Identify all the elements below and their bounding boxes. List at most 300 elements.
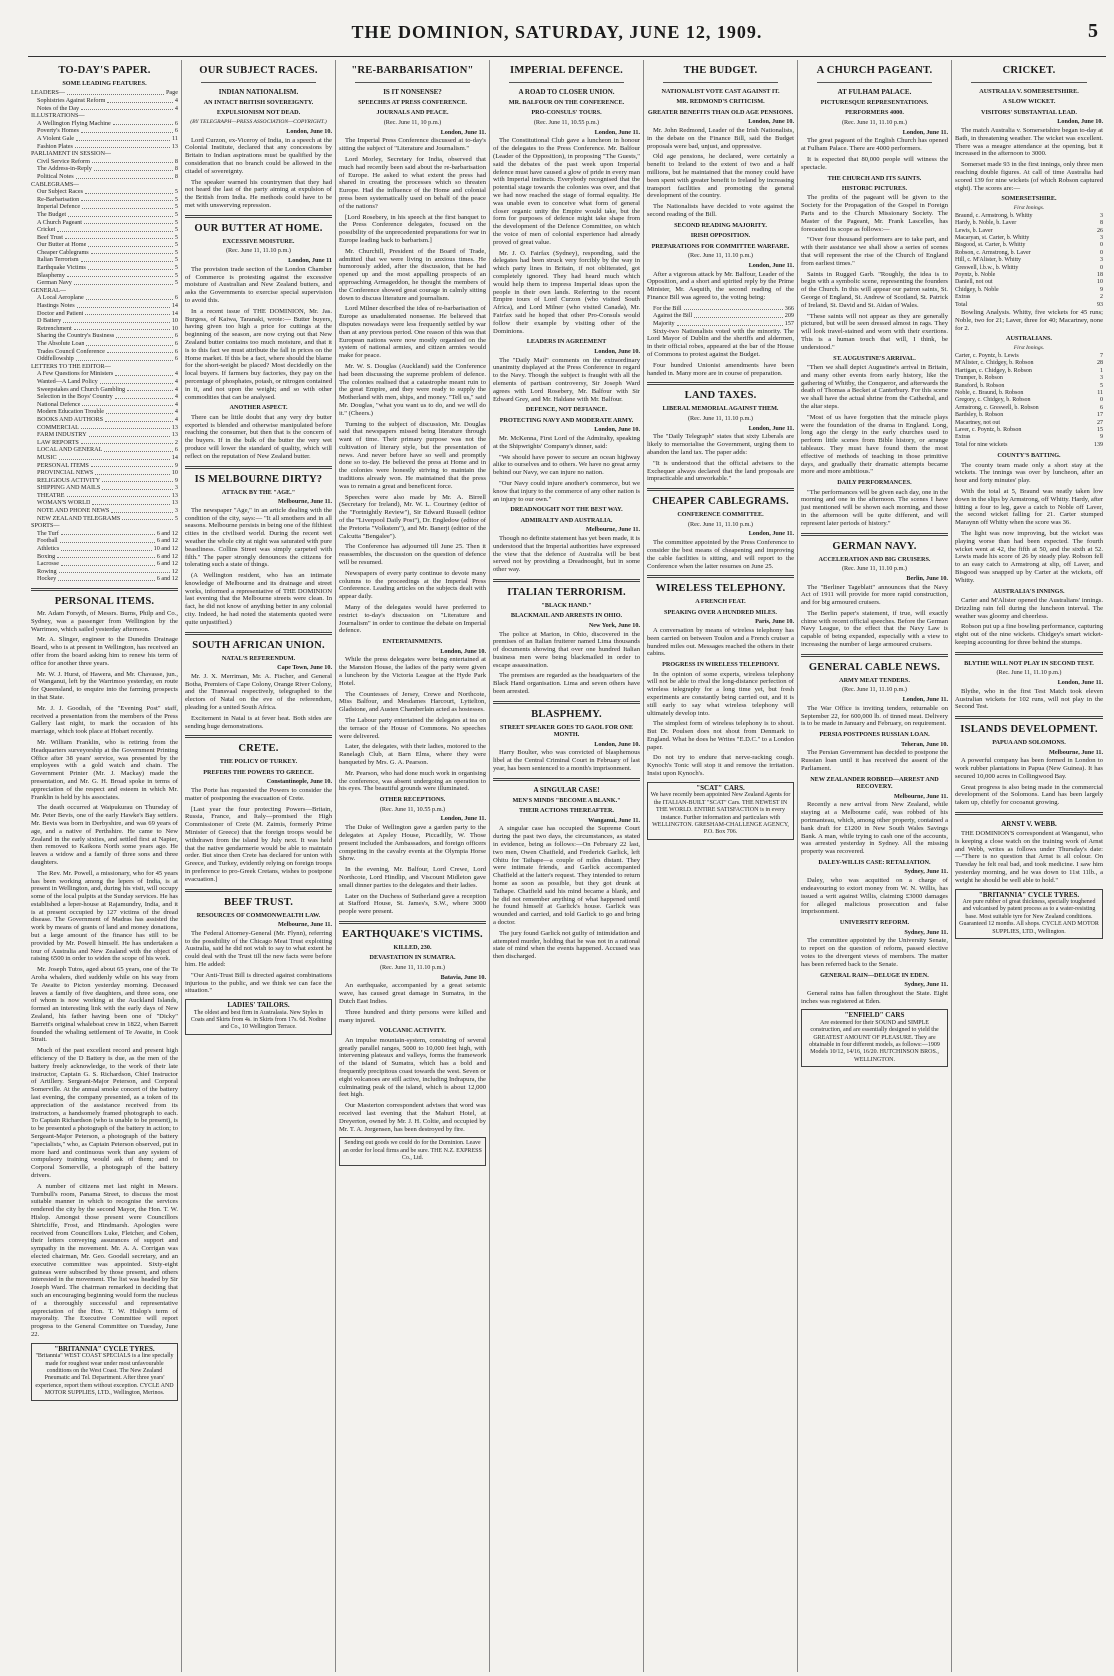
paragraph: The profits of the pageant will be given to the Society for the Propagation of the Gospel in Foreign Parts and to the Church Missionary Society. The Master of the Pageant, Mr. Frank Lascelles, has forecasted its scope as follows:—	[801, 194, 948, 233]
leader-dots	[89, 431, 170, 437]
index-item-value: 12	[171, 567, 178, 575]
subheading: ST. AUGUSTINE'S ARRIVAL.	[833, 354, 916, 362]
runs: 8	[1100, 220, 1103, 227]
leader-dots	[74, 279, 173, 285]
index-item	[31, 219, 178, 227]
advert-text: Sending out goods we could do for the Dominion. Leave an order for local firms and be sure. THE N.Z. EXPRESS Co., Ltd.	[343, 1140, 482, 1162]
article-body	[801, 705, 948, 728]
paragraph: Mr. Joseph Tutos, aged about 65 years, one of the Te Aroha whalers, died suddenly while on his way from Te Awaite to Picton yesterday morning. Deceased leaves a family of five daughters, and three sons, one of whom is now working at the Auckland Islands, formed an interesting link with the early days of New Zealand, his father having been one of "Dicky" Barrett's original whaleboat crew in 1822, when Barrett founded the whaling settlement of Te Awaite, in Cook Strait.	[31, 966, 178, 1044]
index-item-label: LAW REPORTS	[37, 438, 79, 446]
index-item-value: 5	[174, 248, 178, 256]
paragraph: A number of citizens met last night in Messrs. Turnbull's room, Panama Street, to discuss the most suitable manner in which to recognise the services rendered the city by the second Mayor, the Hon. T. W. Hislop. Amongst those present were Councillors Shirtcliffe, Frost, and Hindmarsh. Apologies were received from Councillors Luke, Fletcher, and Cohen, their letters conveying assurances of support and sympathy in the movement. Mr. A. A. Corrigan was elected chairman, Mr. Geo. Goodall secretary, and an executive committee was appointed. Sixty-eight guineas were subscribed by those present, and others interested in the movement. The list was headed by Sir Joseph Ward. The chairman remarked in deciding that such an encouraging beginning would form the nucleus of a thoroughly successful and representative appreciation of the Hon. T. W. Hislop's term of mayoralty. The Executive Committee will report progress to the General Committee on Tuesday, June 22.	[31, 1182, 178, 1338]
paragraph: In a recent issue of THE DOMINION, Mr. Jas. Burgess, of Kaiwa, Taranaki, wrote:— Butter buyers, having given too high a price for cuttings at the beginning of the season, are now crying out that New Zealand butter contains too much moisture, and that it is to this fact we must attribute the fall in prices on the Home market. If this be a fact, where should the blame for the short-weight be placed? Most decidedly on the local buyers. If farmers buy factories, they pay on the percentage of phosphates, potash, or nitrogen contained in it, and not upon the weight; and so with other commodities that can be analysed.	[185, 307, 332, 401]
dateline: Sydney, June 11.	[904, 928, 948, 936]
index-item-label: A Wellington Flying Machine	[37, 119, 111, 127]
leader-dots	[102, 477, 173, 483]
index-item-label: PROVINCIAL NEWS	[37, 469, 94, 477]
dateline: London, June 11.	[440, 815, 486, 823]
paragraph: A singular case has occupied the Supreme Court during the past two days, the circumstances, as stated in evidence, being as follows:—On February 22 last, two men, Owen Chatfield, and Frederick Garlick, left Ohitu for Taihape—a couple of miles distant. They were intimate friends, and Garlick accompanied Chatfield at the latter's request. They intended to return home as soon as possible, but they got drunk at Taihape. Chatfield said his mind became a blank, and he did not remember anything of what happened until he found himself at Garlick's house. Garlick was wounded and carried, and told Garlick to go and bring a doctor.	[493, 825, 640, 927]
divider	[185, 632, 332, 635]
leader-dots	[694, 312, 783, 318]
score-row	[955, 442, 1103, 449]
paragraph: Mr. McKenna, First Lord of the Admiralty, speaking at the Shipwrights' Company's dinner, said:	[493, 434, 640, 450]
runs: 0	[1100, 242, 1103, 249]
subject-races-heading: OUR SUBJECT RACES.	[199, 65, 318, 76]
subheading: PRO-CONSULS' TOURS.	[531, 109, 602, 117]
paragraph: Lord Milner described the idea of re-barbarisation of Europe as unadulterated nonsense. He believed that disputes nowadays were less frequently settled by war than at any previous period. One reason of this was that European nations were now mostly organised on the system of national armies, and citizen armies would make for peace.	[339, 305, 486, 360]
paragraph: [Last year the four protecting Powers—Britain, Russia, France, and Italy—promised the High Commissioner of Crete (M. Zaimis, formerly Prime Minister of Greece) that the foreign troops would be withdrawn from the island by July next. It was held that the native gendarmerie would be able to maintain order. But since then Crete has declared for union with Greece, and Turkey, evidently relying on foreign troops in preference to pro-Greek Cretans, wishes to postpone evacuation.]	[185, 805, 332, 883]
leader-dots	[68, 211, 173, 217]
leader-dots	[91, 249, 173, 255]
index-item	[31, 522, 178, 530]
batsman: Hartigan, c. Chidgey, b. Robson	[955, 367, 1032, 374]
article-body	[801, 194, 948, 351]
index-item	[31, 363, 178, 371]
runs: 26	[1097, 227, 1103, 234]
index-item-value: 10	[171, 324, 178, 332]
divider	[185, 466, 332, 469]
masthead	[0, 0, 1114, 58]
index-item-label: Oddfellowship	[37, 355, 74, 363]
paragraph: The "Daily Mail" comments on the extraordinary unanimity displayed at the Press Conference in regard to the Navy. Though the subject is fraught with all the elements of partisan controversy, Sir Joseph Ward agrees with Lord Rosebery, Mr. Balfour with Sir Edward Grey, and Mr. Haldane with Mr. Balfour.	[493, 356, 640, 403]
leader-dots	[76, 355, 173, 361]
index-item	[31, 424, 178, 432]
index-item-label: The Absolute Loan	[37, 340, 85, 347]
paragraph: "Our Anti-Trust Bill is directed against combinations injurious to the public, and we think we can face the situation."	[185, 971, 332, 995]
paragraph: Mr. Adam Forsyth, of Messrs. Burns, Philp and Co., Sydney, was a passenger from Wellington by the Warrimoo, which sailed yesterday afternoon.	[31, 610, 178, 633]
index-item-value: 2	[174, 438, 178, 446]
divider	[339, 921, 486, 924]
index-item-label: PARLIAMENT IN SESSION—	[31, 150, 112, 158]
advert-title: "ENFIELD" CARS	[844, 1011, 905, 1020]
wireless-telephony-heading: WIRELESS TELEPHONY.	[655, 583, 786, 595]
article-body	[493, 535, 640, 574]
index-item-value: 5	[174, 233, 178, 241]
paragraph: "It is understood that the official advisers to the Exchequer always declared that the land proposals are impracticable and unworkable."	[647, 459, 794, 483]
index-item-value: 10 and 12	[153, 545, 178, 553]
divider	[955, 812, 1103, 815]
article-body	[647, 127, 794, 219]
runs: 2	[1100, 294, 1103, 301]
paragraph: Though no definite statement has yet been made, it is understood that the Imperial authorities have expressed the view that the defence of Australia will be best served not by providing a Dreadnought, but in some other way.	[493, 534, 640, 574]
index-item-value: 6	[174, 446, 178, 454]
index-item-label: Sophistries Against Reform	[37, 97, 106, 104]
leader-dots	[76, 173, 173, 179]
newspaper-columns	[28, 60, 1106, 1672]
article-body	[185, 673, 332, 731]
leader-dots	[85, 310, 169, 316]
index-item	[31, 143, 178, 151]
subheading: SPEECHES AT PRESS CONFERENCE.	[358, 99, 467, 106]
advert-text: The oldest and best firm in Australasia. New Styles in Coats and Skirts from 4s. in Skirts from 17s. 6d. Nodine and Co., 10 Wellington Terrace.	[190, 1009, 327, 1031]
paragraph: The Berlin paper's statement, if true, will exactly chime with recent official speeches. Before the German Navy League, to the effect that the Navy Law is capable of being expanded, especially with a view to increasing the number of large armoured cruisers.	[801, 609, 948, 649]
index-item-label: Cheaper Cablegrams	[37, 248, 89, 256]
article-body	[493, 631, 640, 696]
leader-dots	[81, 256, 173, 262]
paragraph: "Our Navy could injure another's commerce, but we know that injury to the commerce of any other nation is an injury to our own."	[493, 479, 640, 503]
paragraph: Four hundred Unionist amendments have been handed in. Many more are in course of preparation.	[647, 361, 794, 377]
divider	[801, 533, 948, 536]
paragraph: There can be little doubt that any very dry butter exported is blended and otherwise manipulated before reaching the consumer, but then that is the concern of the buyers. If in the bulk of the butter the very wet produce will lower the standard of quality, which will reflect on the reputation of New Zealand butter.	[185, 413, 332, 460]
subheading: INDIAN NATIONALISM.	[218, 88, 299, 96]
australians-scorecard	[955, 353, 1103, 449]
leader-dots	[67, 272, 173, 278]
index-item-label: Earthquake Victims	[37, 264, 86, 272]
index-item	[31, 203, 178, 211]
subheading: STREET SPEAKER GOES TO GAOL FOR ONE MONTH.	[499, 723, 634, 739]
index-item-value: 6	[174, 340, 178, 347]
paragraph: Mr. W. J. Hurst, of Hawera, and Mr. Chavasse, jun., of Wanganui, left by the Warrimoo yesterday, en route for Queensland, to enquire into the farming prospects in that State.	[31, 670, 178, 701]
received-line: (Rec. June 11, 11.10 p.m.)	[379, 963, 445, 971]
budget-heading: THE BUDGET.	[683, 65, 758, 76]
score-row	[955, 383, 1103, 390]
batsman: M'Alister, c. Chidgey, b. Robson	[955, 360, 1034, 367]
index-item-label: Sharing the Country's Business	[37, 332, 115, 340]
newspaper-title: THE DOMINION, SATURDAY, JUNE 12, 1909.	[351, 22, 763, 42]
index-item	[31, 89, 178, 97]
divider	[201, 82, 316, 83]
index-item-value: 6	[174, 294, 178, 302]
divider	[185, 735, 332, 738]
leader-dots	[115, 370, 173, 376]
score-row	[955, 250, 1103, 257]
dateline: Melbourne, June 11.	[894, 792, 948, 800]
paragraph: The provision trade section of the London Chamber of Commerce is protesting against the excessive moisture of Australian and New Zealand butters, and asks the Governments to exercise special supervision to avoid this.	[185, 265, 332, 304]
paragraph: The county team made only a short stay at the wickets. The innings was over by luncheon, after an hour and forty minutes' play.	[955, 461, 1103, 485]
index-item	[31, 120, 178, 128]
leader-dots	[81, 127, 173, 133]
received-line: (Rec. June 11, 10.55 p.m.)	[533, 118, 600, 126]
divider	[509, 82, 624, 83]
score-row	[955, 427, 1103, 434]
paragraph: The match Australia v. Somersetshire began to-day at Bath, in threatening weather. The wicket was excellent. There was a meagre attendance at the opening, but it increased in the afternoon to 3000.	[955, 127, 1103, 158]
rebarbarisation-heading: "RE-BARBARISATION"	[351, 65, 474, 76]
column-7	[952, 60, 1106, 1672]
runs: 1	[1100, 367, 1103, 374]
received-line: (Rec. June 11, 10.55 p.m.)	[379, 805, 446, 813]
paragraph: Mr. A. Slinger, engineer to the Dunedin Drainage Board, who is at present in Wellington, has received an offer from the board asking him to renew his term of office for another three years.	[31, 636, 178, 667]
subheading: DREADNOUGHT NOT THE BEST WAY.	[510, 506, 623, 514]
divider	[955, 716, 1103, 719]
article-body	[493, 825, 640, 961]
subheading: PICTURESQUE REPRESENTATIONS.	[820, 99, 929, 106]
leader-dots	[67, 492, 170, 498]
article-body	[493, 137, 640, 335]
divider	[801, 654, 948, 657]
paragraph: Excitement in Natal is at fever heat. Both sides are sending huge demonstrations.	[185, 714, 332, 730]
todays-paper-heading: TO-DAY'S PAPER.	[58, 65, 151, 76]
divider	[493, 579, 640, 582]
index-item-value: 13	[171, 491, 178, 499]
paragraph: Sixty-two Nationalists voted with the minority. The Lord Mayor of Dublin and the sheriffs and aldermen, in their official robes, appeared at the bar of the House of Commons to protest against the Budget.	[647, 327, 794, 358]
vote-row-label: Majority	[653, 319, 675, 327]
leader-dots	[81, 196, 173, 202]
index-item-label: Selection in the Boys' Country	[37, 393, 113, 401]
index-item-label: CABLEGRAMS—	[31, 180, 80, 188]
leader-dots	[127, 386, 173, 392]
index-item	[31, 386, 178, 394]
dateline: Cape Town, June 10.	[277, 664, 332, 672]
leader-dots	[91, 462, 173, 468]
advert-title: "BRITANNIA" CYCLE TYRES.	[978, 890, 1080, 899]
runs: 11	[1097, 389, 1103, 396]
paragraph: "Then we shall depict Augustine's arrival in Britain, and many other events from early history, like the gathering of Whitby, the Conqueror, and afterwards the death of Thomas a Becket at Canterbury. For this scene we shall have the actual shrine from the Cathedral, and the altar steps.	[801, 363, 948, 410]
index-item-value: 6	[174, 127, 178, 135]
index-item	[31, 241, 178, 249]
score-row	[955, 405, 1103, 412]
index-item	[31, 545, 178, 553]
cricket-heading: CRICKET.	[1002, 65, 1056, 76]
index-item-value: 6 and 12	[156, 537, 178, 545]
paragraph: The Rev. Mr. Powell, a missionary, who for 45 years has been working among the lepers of India, is at present in Wellington, and, during his visit, will occupy some of the local pulpits at the Sunday services. He has established a leper-house at Rajamundry, India, and it is at present occupied by 127 victims of the dread disease. The Government of Madras has assisted the work by means of grants of land and money donations, but a large amount of the finance has still to be provided by Mr. Powell himself. He has undertaken a tour of Australia and New Zealand with the object of raising 6500 in order to widen the scope of his work.	[31, 869, 178, 963]
article-body	[801, 584, 948, 649]
index-item	[31, 158, 178, 166]
runs: 6	[1100, 404, 1103, 411]
paragraph: The death occurred at Waipukurau on Thursday of Mr. Peter Bevis, one of the early Hawke's Bay settlers. Mr. Bevis was born in Derbyshire, and was 69 years of age, and a native of Perthshire. He came to New Zealand in the early sixties, and settled first at Napier, then removed to Kaikora North some years ago. He leaves a widow and a family of three sons and three daughters.	[31, 804, 178, 866]
subheading: ADMIRALTY AND AUSTRALIA.	[520, 516, 613, 524]
batsman: Extras	[955, 434, 971, 441]
paragraph: Much of the past excellent record and present high efficiency of the D Battery is due, as the men of the battery freely acknowledge, to the work of their late instructor, Captain G. S. Richardson, Chief Instructor of Artillery. Sergeant-Major Peterson, and Corporal Somerville. At the annual smoke concert of the battery last evening, the company presented, as a token of its appreciation of the assistance received from its instructors, a handsomely framed photograph to each. To Captain Richardson (who is unable to be present), is to be presented a photograph of the battery in action; to Sergeant-Major Peterson, a photograph of the battery "specialists," who, as Captain Peterson observed, put in more hard and continuous work than any system of compulsory training would ask of them; and to Corporal Somerville, a photograph of the battery drivers.	[31, 1047, 178, 1179]
index-item-value: 10	[171, 469, 178, 477]
index-item-label: Athletics	[37, 545, 60, 553]
score-row	[955, 272, 1103, 279]
paragraph: The Porte has requested the Powers to consider the matter of postponing the evacuation of Crete.	[185, 787, 332, 802]
index-item-value: 5	[174, 514, 178, 522]
article-body	[955, 757, 1103, 807]
article-body	[493, 357, 640, 404]
paragraph: The Persian Government has decided to postpone the Russian loan until it has received the assent of the Parliament.	[801, 749, 948, 773]
index-item-label: A Local Aeroplane	[37, 294, 84, 302]
paragraph: With the total at 5, Braund was neatly taken low down in the slips by Armstrong, off Whitty. Hardy, after hitting a four to leg, gave a catch to Noble off Laver, the second wicket falling for 21. Carter stumped Maraynn off Whitty when the score was 36.	[955, 487, 1103, 527]
paragraph: After a vigorous attack by Mr. Balfour, Leader of the Opposition, and a short and spirited reply by the Prime Minister, Mr. Asquith, the second reading of the Finance Bill was agreed to, the voting being:	[647, 270, 794, 301]
index-item-label: Poverty's Homes	[37, 127, 79, 135]
leader-dots	[84, 219, 173, 225]
index-item	[31, 530, 178, 538]
article-body	[647, 328, 794, 378]
index-item	[31, 408, 178, 416]
index-item	[31, 355, 178, 363]
index-item-value: 5	[174, 264, 178, 272]
paragraph: Recently a new arrival from New Zealand, while staying at a Melbourne café, was robbed of his portmanteau, which, among other property, contained a bank draft for £1200 in New South Wales Savings Bank. A man, while trying to cash one of the accounts, was arrested yesterday in Sydney. All the missing property was recovered.	[801, 801, 948, 856]
paragraph: The committee appointed by the University Senate, to report on the question of reform, passed elective votes to the divergent views of members. The matter has been referred back to the Senate.	[801, 937, 948, 968]
leader-dots	[94, 165, 173, 171]
paragraph: The War Office is inviting tenders, returnable on September 22, for 600,000 lb. of tinned meat. Delivery is to be made in January and February, on requirement.	[801, 704, 948, 728]
leader-dots	[59, 454, 170, 460]
paragraph: Mr. J. X. Merriman, Mr. A. Fischer, and General Botha, Premiers of Cape Colony, Orange River Colony, and the Transvaal respectively, telegraphed to the electors of Natal on the eve of the referendum, pleading for a united South Africa.	[185, 672, 332, 712]
divider	[663, 82, 778, 83]
subheading: LIBERAL MEMORIAL AGAINST THEM.	[662, 405, 779, 413]
index-item	[31, 310, 178, 318]
vote-row-label: Against the Bill	[653, 312, 693, 320]
index-item	[31, 484, 178, 492]
index-item-label: SPORTS—	[31, 522, 60, 530]
index-item	[31, 515, 178, 523]
index-item	[31, 462, 178, 470]
leader-dots	[61, 530, 155, 536]
index-item	[31, 348, 178, 356]
score-row	[955, 360, 1103, 367]
dateline: London, June 10.	[594, 740, 640, 748]
britannia-tyres-advert	[955, 889, 1103, 939]
paragraph: The Constitutional Club gave a luncheon in honour of the delegates to the Press Conference. Mr. Balfour (Leader of the Opposition), in proposing "The Guests," said the debates of the past week upon Imperial defence must have caused a glow of pride in every man with Imperial instincts. Everybody recognised that the potential stage towards the colonies was over, and that we had now reached the stage of formal equality. He was unable even to conceive what form of general closer organic unity the Empire would take, but the form for purposes of defence might take shape from the development of the Defence Committee, on which the voice of men of colonial experience had already proved of great value.	[493, 137, 640, 246]
dateline: London, June 11.	[748, 424, 794, 432]
general-cable-news-heading: GENERAL CABLE NEWS.	[808, 661, 941, 673]
score-row	[955, 353, 1103, 360]
index-item-label: LEADERS—	[31, 89, 66, 97]
article-body	[339, 982, 486, 1024]
paragraph: "The performances will be given each day, one in the morning and one in the afternoon. The scenes I have just mentioned will be shown each morning, and those in the afternoon will be quite different, and will represent later periods of history."	[801, 488, 948, 527]
article-body	[955, 462, 1103, 585]
index-item	[31, 249, 178, 257]
dateline: London, June 10.	[594, 347, 640, 355]
index-item-label: Lacrosse	[37, 560, 59, 568]
personal-items-body	[31, 610, 178, 1339]
index-item	[31, 97, 178, 105]
leader-dots	[60, 537, 155, 543]
subheading: PROTECTING NAVY AND MODERATE ARMY.	[499, 416, 634, 424]
article-body	[493, 749, 640, 772]
index-item-value: 5	[174, 218, 178, 226]
batsman: Macaryan, st. Carter, b. Whitty	[955, 235, 1030, 242]
index-item-value: 14	[171, 302, 178, 310]
index-item-label: Imperial Defence	[37, 203, 81, 211]
index-item	[31, 226, 178, 234]
dateline: Paris, June 10.	[755, 618, 794, 626]
subheading: CONFERENCE COMMITTEE.	[677, 511, 764, 519]
vote-row-value: 157	[784, 319, 794, 327]
leader-dots	[65, 234, 173, 240]
score-row	[955, 265, 1103, 272]
leader-dots	[74, 325, 170, 331]
index-item-label: A Few Questions for Ministers	[37, 370, 114, 378]
index-item	[31, 416, 178, 424]
score-row	[955, 213, 1103, 220]
paragraph: Saints in Rugged Garb. "Roughly, the idea is to begin with a symbolic scene, representing the founders of the Church. In this will appear our patron saints, St. George of England, St. Andrew of Scotland, St. Patrick of Ireland, St. David and St. Aidan of Wales.	[801, 270, 948, 309]
index-item-value: 4	[174, 97, 178, 104]
index-item-value: 8	[174, 165, 178, 173]
leader-dots	[77, 302, 170, 308]
index-item-value: 3	[174, 484, 178, 492]
article-body	[185, 507, 332, 627]
index-item-value: 13	[171, 431, 178, 439]
leader-dots	[82, 203, 173, 209]
batsman: Chidgey, b. Noble	[955, 286, 999, 293]
paragraph: The Federal Attorney-General (Mr. Flynn), referring to the possibility of the Chicago Meat Trust exploiting Australia, said he did not wish to say to what extent he could deal with the Trust till the new facts were before him. He added:	[185, 929, 332, 969]
innings-label: First Innings.	[1013, 204, 1045, 211]
leader-dots	[100, 378, 173, 384]
index-item-label: Hockey	[37, 575, 57, 583]
batsman: Poyntz, b. Noble	[955, 272, 996, 279]
leader-dots	[63, 317, 170, 323]
score-row	[955, 434, 1103, 441]
runs: 15	[1097, 426, 1103, 433]
index-item-label: Italian Terrorism	[37, 256, 79, 264]
paragraph: Harry Boulter, who was convicted of blasphemous libel at the Central Criminal Court in February of last year, has been sentenced to a month's imprisonment.	[493, 749, 640, 773]
index-item-value: 6	[174, 355, 178, 363]
index-item	[31, 568, 178, 576]
subheading: IRISH OPPOSITION.	[690, 232, 751, 240]
index-item-value: 11	[172, 134, 178, 142]
paragraph: Lord Curzon, ex-Viceroy of India, in a speech at the Colonial Institute, declared that any concessions by Britain to Indian aspirations must be qualified by the consideration that no branch could be allowed in the citadel of sovereignty.	[185, 136, 332, 175]
index-item-label: Our Butter at Home	[37, 241, 87, 249]
subheading: GREATER BENEFITS THAN OLD AGE PENSIONS.	[647, 108, 794, 116]
divider	[185, 889, 332, 892]
vote-row-value: 366	[784, 304, 794, 312]
batsman: Macartney, not out	[955, 419, 1001, 426]
leader-dots	[115, 393, 173, 399]
index-item-value: 5	[174, 271, 178, 279]
index-item	[31, 439, 178, 447]
dateline: London, June 10.	[1057, 118, 1103, 126]
batsman: Daniell, not out	[955, 279, 993, 286]
score-row	[955, 368, 1103, 375]
paragraph: Mr. J. O. Fairfax (Sydney), responding, said the delegates had been struck very forcibly by the way in which party lines in Britain, if not obliterated, got completely ignored. They had heard much which would help them to impress Imperial ideas upon the people in their own lands. Referring to the recent Empire tours of Lord Curzon (who visited South Africa), and Lord Milner (who visited Canada), Mr. Fairfax said he hoped that other Pro-Consuls would follow their example by visiting other of the Dominions.	[493, 249, 640, 335]
index-item-value: 4	[174, 385, 178, 393]
leader-dots	[107, 97, 173, 103]
leader-dots	[61, 560, 155, 566]
index-item-label: Doctor and Patient	[37, 309, 84, 317]
runs: 3	[1100, 212, 1103, 219]
index-item-value: 6 and 12	[156, 575, 178, 583]
batsman: Laver, c. Poyntz, b. Robson	[955, 426, 1022, 433]
subheading: "BLACK HAND."	[541, 601, 592, 609]
index-item	[31, 507, 178, 515]
subheading: AUSTRALIANS.	[1006, 335, 1052, 343]
index-item	[31, 370, 178, 378]
divider	[31, 588, 178, 591]
leader-dots	[105, 416, 173, 422]
advert-text: "Britannia" WEST COAST SPECIALS is a line specially made for roughest wear under most unfavourable conditions on the West Coast. The New Zealand Pneumatic and Tel. Department. After three years' experience, report them without exception. CYCLE AND MOTOR SUPPLIES, LTD., Wellington, Merinos.	[35, 1353, 174, 1397]
subheading: PERFORMERS 4000.	[845, 109, 904, 117]
index-item-value: 5	[174, 256, 178, 264]
index-item-value: 6 and 12	[156, 560, 178, 568]
index-item-label: D Battery	[37, 317, 62, 325]
islands-development-heading: ISLANDS DEVELOPMENT.	[960, 724, 1098, 736]
subheading: OTHER RECEPTIONS.	[379, 796, 446, 804]
subheading: AT FULHAM PALACE.	[837, 88, 912, 96]
index-item-label: Sweepstakes and Church Gambling	[37, 385, 126, 393]
column-5	[644, 60, 798, 1672]
index-item	[31, 560, 178, 568]
received-line: (Rec. June 11, 11.10 p.m.)	[996, 669, 1062, 677]
paragraph: In the evening, Mr. Balfour, Lord Crewe, Lord Northcote, Lord Hindlip, and Viscount Midleton gave small dinner parties to the delegates and their ladies.	[339, 866, 486, 889]
index-item-value: 5	[174, 241, 178, 249]
index-item-value: 6 and 12	[156, 529, 178, 537]
index-item-value: Page	[165, 89, 178, 97]
index-item-label: WOMAN'S WORLD	[37, 499, 91, 507]
paragraph: Daley, who was acquitted on a charge of endeavouring to extort money from W. N. Willis, has issued a writ against Willis, claiming £3000 damages for alleged malicious prosecution and false imprisonment.	[801, 877, 948, 916]
vote-row-label: For the Bill	[653, 304, 682, 312]
leader-dots	[81, 105, 173, 111]
article-body	[493, 435, 640, 503]
personal-items-heading: PERSONAL ITEMS.	[54, 596, 155, 607]
index-item-label: Our Subject Races	[37, 188, 84, 196]
index-item-value: 6	[174, 119, 178, 127]
leader-dots	[59, 568, 170, 574]
leader-dots	[107, 348, 173, 354]
leader-dots	[86, 340, 172, 346]
article-body	[185, 137, 332, 210]
index-item-label: Cricket	[37, 226, 56, 234]
subheading: BLACKMAIL AND ARRESTS IN OHIO.	[510, 612, 623, 620]
index-item	[31, 340, 178, 348]
vote-row	[647, 305, 794, 313]
index-item	[31, 105, 178, 113]
index-item-label: Re-Barbarisation	[37, 195, 80, 203]
innings-label: First Innings.	[1013, 344, 1045, 351]
leader-dots	[88, 264, 173, 270]
index-item	[31, 196, 178, 204]
